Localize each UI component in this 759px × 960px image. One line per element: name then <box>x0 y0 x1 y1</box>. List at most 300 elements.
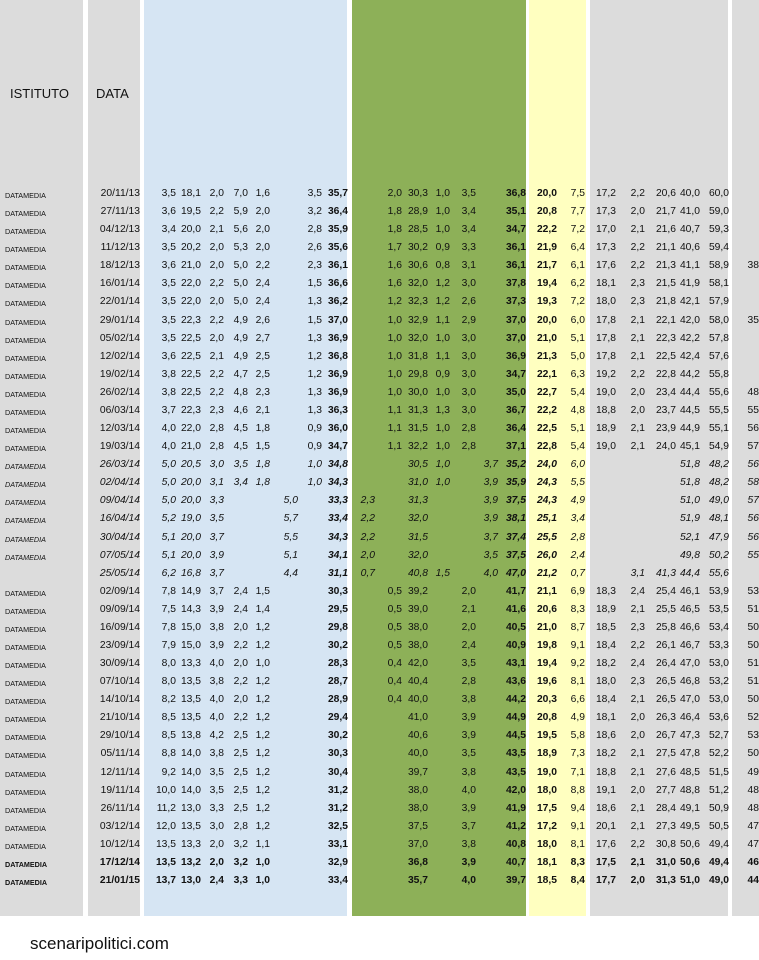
table-row <box>0 474 759 492</box>
cell-ea: 60,0 <box>708 188 729 199</box>
cell-sel: 3,9 <box>461 730 476 742</box>
cell-m5s: 21,3 <box>536 350 557 362</box>
cell-sc: 2,0 <box>387 188 402 199</box>
cell-ln: 3,5 <box>161 314 176 326</box>
cell-sel: 2,0 <box>461 585 476 597</box>
cell-fi: 13,5 <box>180 820 201 832</box>
cell-ln: 13,7 <box>155 875 176 887</box>
cell-ncdudc: 4,4 <box>283 567 298 579</box>
cell-m5s: 21,0 <box>536 621 557 633</box>
cell-ea: 58,9 <box>708 260 729 272</box>
cell-data: 29/01/14 <box>99 314 140 326</box>
cell-cdx: 33,4 <box>327 875 348 887</box>
cell-fi: 13,5 <box>180 712 201 724</box>
cell-fid: 48 <box>747 784 759 796</box>
cell-ln: 3,4 <box>161 224 176 236</box>
cell-csx: 35,1 <box>505 206 526 218</box>
cell-cdx: 33,4 <box>327 513 348 525</box>
header-istituto: ISTITUTO <box>10 86 69 101</box>
cell-istituto: DATAMEDIA <box>5 679 46 689</box>
cell-data: 22/01/14 <box>99 296 140 308</box>
cell-data: 12/03/14 <box>99 423 140 435</box>
cell-m5s: 20,0 <box>536 314 557 326</box>
cell-ast: 31,0 <box>655 856 676 868</box>
cell-bn: 2,1 <box>630 332 645 344</box>
cell-data: 09/09/14 <box>99 603 140 615</box>
cell-fi: 20,0 <box>180 224 201 236</box>
cell-ind: 17,0 <box>595 224 616 236</box>
cell-ea: 54,9 <box>708 441 729 453</box>
cell-cdx: 36,2 <box>327 296 348 308</box>
cell-sel: 3,5 <box>461 748 476 760</box>
cell-altri: 5,8 <box>570 730 585 742</box>
cell-data: 19/03/14 <box>99 441 140 453</box>
cell-sel: 2,4 <box>461 640 476 651</box>
cell-pd: 40,6 <box>407 730 428 742</box>
cell-ind: 17,3 <box>595 206 616 218</box>
cell-fid: 48 <box>747 802 759 814</box>
cell-pd: 41,0 <box>407 712 428 724</box>
cell-fdi: 2,0 <box>209 856 224 868</box>
cell-iba: 47,0 <box>679 658 700 670</box>
cell-pd: 42,0 <box>407 658 428 670</box>
cell-ea: 52,7 <box>708 730 729 742</box>
cell-pd: 29,8 <box>407 368 428 380</box>
cell-ast: 21,1 <box>655 242 676 254</box>
cell-ea: 51,5 <box>708 766 729 778</box>
cell-iba: 46,4 <box>679 712 700 724</box>
cell-sel: 3,8 <box>461 838 476 850</box>
cell-fid: 56 <box>747 423 759 435</box>
cell-ea: 58,0 <box>708 314 729 326</box>
cell-ln: 8,5 <box>161 730 176 742</box>
table-row <box>0 221 759 239</box>
cell-data: 19/11/14 <box>100 784 140 796</box>
cell-pd: 32,0 <box>407 332 428 344</box>
cell-altri: 8,3 <box>570 603 585 615</box>
cell-cdx: 34,3 <box>327 477 348 489</box>
cell-altri: 8,8 <box>570 784 585 796</box>
cell-ncd: 2,2 <box>233 712 248 724</box>
cell-istituto: DATAMEDIA <box>5 661 46 671</box>
cell-udc: 1,2 <box>255 748 270 760</box>
cell-acdx: 1,3 <box>307 332 322 344</box>
cell-ncd: 2,5 <box>233 766 248 778</box>
cell-acsx: 0,8 <box>435 260 450 272</box>
cell-m5s: 21,1 <box>536 585 557 597</box>
cell-ln: 3,6 <box>161 350 176 362</box>
cell-data: 14/10/14 <box>99 694 140 706</box>
cell-udc: 1,6 <box>255 188 270 199</box>
cell-fi: 21,0 <box>180 260 201 272</box>
cell-ind: 17,3 <box>595 242 616 254</box>
cell-fdi: 3,3 <box>209 495 224 507</box>
cell-iba: 42,0 <box>679 314 700 326</box>
cell-acdx: 2,3 <box>307 260 322 272</box>
cell-csx: 37,4 <box>505 531 526 543</box>
cell-fi: 22,3 <box>180 404 201 416</box>
cell-altri: 2,8 <box>570 531 585 543</box>
cell-acsx: 1,3 <box>435 404 450 416</box>
cell-cdx: 30,3 <box>327 748 348 760</box>
cell-lt: 3,7 <box>483 531 498 543</box>
cell-ast: 25,4 <box>655 585 676 597</box>
cell-fi: 22,0 <box>180 278 201 290</box>
cell-pd: 28,9 <box>407 206 428 218</box>
cell-ln: 3,5 <box>161 188 176 199</box>
cell-cdx: 34,1 <box>327 549 348 561</box>
cell-ea: 53,0 <box>708 658 729 670</box>
cell-csx: 39,7 <box>505 875 526 887</box>
cell-altri: 7,7 <box>570 206 585 218</box>
cell-fdi: 3,7 <box>209 531 224 543</box>
cell-bn: 2,0 <box>630 784 645 796</box>
cell-ln: 7,9 <box>161 640 176 651</box>
cell-altri: 4,8 <box>570 404 585 416</box>
cell-se: 2,0 <box>360 549 375 561</box>
cell-data: 02/04/14 <box>99 477 140 489</box>
cell-csx: 43,1 <box>505 658 526 670</box>
cell-altri: 6,1 <box>570 260 585 272</box>
cell-fi: 13,8 <box>180 730 201 742</box>
cell-fi: 19,5 <box>180 206 201 218</box>
cell-pd: 35,7 <box>407 875 428 887</box>
cell-fi: 20,0 <box>180 477 201 489</box>
cell-cdx: 36,9 <box>327 386 348 398</box>
cell-ast: 27,6 <box>655 766 676 778</box>
cell-ncd: 2,0 <box>233 694 248 706</box>
cell-m5s: 20,3 <box>536 694 557 706</box>
cell-sc: 1,6 <box>387 260 402 272</box>
cell-sc: 0,4 <box>387 658 402 670</box>
cell-data: 03/12/14 <box>99 820 140 832</box>
cell-istituto: DATAMEDIA <box>5 878 48 888</box>
cell-ncd: 7,0 <box>233 188 248 199</box>
table-row <box>0 673 759 691</box>
cell-udc: 1,2 <box>255 694 270 706</box>
cell-acdx: 0,9 <box>307 441 322 453</box>
cell-fid: 48 <box>747 386 759 398</box>
cell-fdi: 2,2 <box>209 386 224 398</box>
cell-ind: 19,0 <box>595 441 616 453</box>
cell-bn: 2,0 <box>630 875 645 887</box>
cell-m5s: 19,4 <box>536 278 557 290</box>
cell-sel: 3,7 <box>461 820 476 832</box>
cell-fdi: 2,8 <box>209 441 224 453</box>
cell-ast: 23,7 <box>655 404 676 416</box>
cell-se: 0,7 <box>360 567 375 579</box>
cell-udc: 1,0 <box>255 875 270 887</box>
cell-udc: 1,5 <box>255 585 270 597</box>
cell-acdx: 3,2 <box>307 206 322 218</box>
cell-ind: 18,0 <box>595 296 616 308</box>
cell-udc: 1,2 <box>255 766 270 778</box>
cell-acdx: 3,5 <box>307 188 322 199</box>
cell-ea: 53,2 <box>708 676 729 688</box>
cell-fi: 19,0 <box>180 513 201 525</box>
cell-ea: 48,2 <box>708 459 729 471</box>
cell-ea: 48,1 <box>708 513 729 525</box>
cell-sel: 3,5 <box>461 188 476 199</box>
cell-sc: 0,5 <box>387 603 402 615</box>
cell-ea: 53,5 <box>708 603 729 615</box>
cell-fi: 20,0 <box>180 495 201 507</box>
cell-pd: 31,3 <box>407 495 428 507</box>
cell-iba: 40,0 <box>679 188 700 199</box>
cell-ea: 53,4 <box>708 621 729 633</box>
cell-udc: 1,2 <box>255 820 270 832</box>
cell-m5s: 18,0 <box>536 838 557 850</box>
cell-cdx: 36,0 <box>327 423 348 435</box>
cell-m5s: 18,9 <box>536 748 557 760</box>
cell-m5s: 24,3 <box>536 477 557 489</box>
cell-cdx: 33,1 <box>327 838 348 850</box>
cell-cdx: 33,3 <box>327 495 348 507</box>
cell-altri: 8,1 <box>570 676 585 688</box>
cell-fi: 20,0 <box>180 549 201 561</box>
cell-ast: 28,4 <box>655 802 676 814</box>
cell-ast: 21,6 <box>655 224 676 236</box>
cell-bn: 3,1 <box>630 567 645 579</box>
cell-ncd: 2,4 <box>233 603 248 615</box>
cell-ast: 27,5 <box>655 748 676 760</box>
cell-fid: 56 <box>747 513 759 525</box>
cell-ind: 19,0 <box>595 386 616 398</box>
cell-csx: 35,0 <box>505 386 526 398</box>
cell-ind: 17,7 <box>595 875 616 887</box>
cell-fi: 13,3 <box>180 658 201 670</box>
cell-udc: 1,2 <box>255 712 270 724</box>
cell-ast: 27,7 <box>655 784 676 796</box>
cell-fid: 35 <box>747 314 759 326</box>
cell-bn: 2,1 <box>630 802 645 814</box>
cell-iba: 41,1 <box>679 260 700 272</box>
cell-fdi: 3,3 <box>209 802 224 814</box>
cell-bn: 2,1 <box>630 224 645 236</box>
cell-m5s: 20,8 <box>536 712 557 724</box>
cell-cdx: 34,8 <box>327 459 348 471</box>
cell-cdx: 34,3 <box>327 531 348 543</box>
cell-data: 23/09/14 <box>99 640 140 651</box>
cell-lt: 4,0 <box>483 567 498 579</box>
cell-istituto: DATAMEDIA <box>5 227 46 237</box>
cell-ncdudc: 5,7 <box>283 513 298 525</box>
cell-acdx: 1,3 <box>307 296 322 308</box>
cell-ind: 17,8 <box>595 332 616 344</box>
cell-ncd: 4,9 <box>233 350 248 362</box>
cell-ea: 57,9 <box>708 296 729 308</box>
cell-ea: 55,5 <box>708 404 729 416</box>
cell-fdi: 3,1 <box>209 477 224 489</box>
cell-cdx: 31,2 <box>327 802 348 814</box>
cell-altri: 5,4 <box>570 386 585 398</box>
cell-fid: 57 <box>747 441 759 453</box>
cell-ln: 6,2 <box>161 567 176 579</box>
cell-acdx: 1,2 <box>307 350 322 362</box>
cell-fdi: 3,8 <box>209 748 224 760</box>
cell-ind: 17,6 <box>595 260 616 272</box>
cell-ln: 7,5 <box>161 603 176 615</box>
cell-pd: 39,7 <box>407 766 428 778</box>
table-row <box>0 312 759 330</box>
cell-iba: 44,9 <box>679 423 700 435</box>
cell-ast: 26,1 <box>655 640 676 651</box>
cell-ncd: 2,2 <box>233 640 248 651</box>
cell-sel: 3,9 <box>461 802 476 814</box>
cell-istituto: DATAMEDIA <box>5 841 46 851</box>
table-row <box>0 203 759 221</box>
cell-udc: 1,0 <box>255 658 270 670</box>
cell-fid: 50 <box>747 640 759 651</box>
cell-fi: 13,2 <box>180 856 201 868</box>
cell-ncd: 2,5 <box>233 802 248 814</box>
cell-istituto: DATAMEDIA <box>5 281 46 291</box>
cell-bn: 2,1 <box>630 603 645 615</box>
cell-cdx: 31,1 <box>327 567 348 579</box>
cell-bn: 2,2 <box>630 640 645 651</box>
cell-sel: 4,0 <box>461 784 476 796</box>
cell-pd: 30,6 <box>407 260 428 272</box>
table-row <box>0 800 759 818</box>
cell-pd: 31,3 <box>407 404 428 416</box>
cell-ind: 18,4 <box>595 640 616 651</box>
cell-ind: 18,8 <box>595 766 616 778</box>
cell-cdx: 34,7 <box>327 441 348 453</box>
cell-ea: 52,2 <box>708 748 729 760</box>
table-row <box>0 384 759 402</box>
cell-pd: 32,0 <box>407 549 428 561</box>
cell-ncd: 4,9 <box>233 332 248 344</box>
cell-pd: 40,0 <box>407 694 428 706</box>
cell-csx: 37,0 <box>505 332 526 344</box>
cell-ind: 19,2 <box>595 368 616 380</box>
cell-ast: 25,8 <box>655 621 676 633</box>
cell-pd: 37,5 <box>407 820 428 832</box>
cell-istituto: DATAMEDIA <box>5 588 46 598</box>
cell-istituto: DATAMEDIA <box>5 426 46 436</box>
table-row <box>0 727 759 745</box>
cell-acsx: 1,0 <box>435 332 450 344</box>
cell-ea: 55,6 <box>708 567 729 579</box>
cell-ncd: 4,5 <box>233 423 248 435</box>
cell-fi: 13,3 <box>180 838 201 850</box>
cell-m5s: 18,5 <box>536 875 557 887</box>
cell-sel: 3,8 <box>461 766 476 778</box>
cell-fdi: 3,0 <box>209 820 224 832</box>
cell-istituto: DATAMEDIA <box>5 859 48 869</box>
table-row <box>0 547 759 565</box>
cell-ncd: 5,9 <box>233 206 248 218</box>
cell-fid: 57 <box>747 495 759 507</box>
cell-fdi: 4,0 <box>209 658 224 670</box>
cell-cdx: 28,3 <box>327 658 348 670</box>
cell-csx: 36,1 <box>505 260 526 272</box>
cell-csx: 37,5 <box>505 549 526 561</box>
cell-istituto: DATAMEDIA <box>5 480 46 490</box>
cell-sc: 0,5 <box>387 640 402 651</box>
cell-ncd: 2,0 <box>233 621 248 633</box>
cell-m5s: 24,3 <box>536 495 557 507</box>
cell-iba: 44,2 <box>679 368 700 380</box>
cell-istituto: DATAMEDIA <box>5 245 46 255</box>
cell-udc: 2,0 <box>255 224 270 236</box>
cell-bn: 2,4 <box>630 585 645 597</box>
cell-sel: 2,6 <box>461 296 476 308</box>
cell-data: 21/10/14 <box>99 712 140 724</box>
table-row <box>0 565 759 583</box>
cell-pd: 31,0 <box>407 477 428 489</box>
cell-acsx: 1,1 <box>435 350 450 362</box>
cell-sc: 0,4 <box>387 694 402 706</box>
cell-data: 27/11/13 <box>100 206 140 218</box>
cell-ln: 7,8 <box>161 621 176 633</box>
cell-csx: 36,8 <box>505 188 526 199</box>
table-row <box>0 510 759 528</box>
cell-csx: 40,9 <box>505 640 526 651</box>
cell-ncd: 2,0 <box>233 658 248 670</box>
cell-bn: 2,1 <box>630 350 645 362</box>
cell-m5s: 26,0 <box>536 549 557 561</box>
cell-ncd: 3,2 <box>233 838 248 850</box>
cell-data: 16/04/14 <box>99 513 140 525</box>
cell-m5s: 22,1 <box>536 368 557 380</box>
cell-ncd: 3,4 <box>233 477 248 489</box>
cell-istituto: DATAMEDIA <box>5 823 46 833</box>
cell-pd: 32,3 <box>407 296 428 308</box>
cell-acdx: 2,8 <box>307 224 322 236</box>
cell-fdi: 2,2 <box>209 278 224 290</box>
cell-m5s: 19,8 <box>536 640 557 651</box>
cell-acdx: 1,3 <box>307 404 322 416</box>
cell-ln: 3,6 <box>161 260 176 272</box>
cell-sc: 1,1 <box>387 441 402 453</box>
cell-altri: 5,1 <box>570 332 585 344</box>
cell-udc: 1,8 <box>255 459 270 471</box>
cell-data: 10/12/14 <box>99 838 140 850</box>
cell-csx: 36,9 <box>505 350 526 362</box>
cell-acsx: 1,1 <box>435 314 450 326</box>
cell-csx: 44,9 <box>505 712 526 724</box>
cell-acsx: 1,0 <box>435 224 450 236</box>
cell-sel: 3,0 <box>461 332 476 344</box>
cell-m5s: 17,2 <box>536 820 557 832</box>
cell-iba: 46,1 <box>679 585 700 597</box>
cell-ea: 59,4 <box>708 242 729 254</box>
table-row <box>0 691 759 709</box>
cell-ncd: 4,5 <box>233 441 248 453</box>
cell-fid: 51 <box>747 658 759 670</box>
cell-sel: 3,1 <box>461 260 476 272</box>
cell-ln: 5,0 <box>161 459 176 471</box>
cell-csx: 37,1 <box>505 441 526 453</box>
cell-sc: 1,7 <box>387 242 402 254</box>
cell-csx: 40,7 <box>505 856 526 868</box>
cell-lt: 3,9 <box>483 477 498 489</box>
cell-sel: 3,4 <box>461 224 476 236</box>
cell-fid: 52 <box>747 712 759 724</box>
cell-ind: 18,8 <box>595 404 616 416</box>
cell-sel: 3,0 <box>461 350 476 362</box>
cell-pd: 30,0 <box>407 386 428 398</box>
cell-acdx: 1,0 <box>307 459 322 471</box>
cell-iba: 46,7 <box>679 640 700 651</box>
cell-m5s: 17,5 <box>536 802 557 814</box>
cell-pd: 40,0 <box>407 748 428 760</box>
cell-csx: 35,9 <box>505 477 526 489</box>
cell-sel: 3,0 <box>461 368 476 380</box>
cell-ncd: 5,0 <box>233 260 248 272</box>
table-row <box>0 293 759 311</box>
